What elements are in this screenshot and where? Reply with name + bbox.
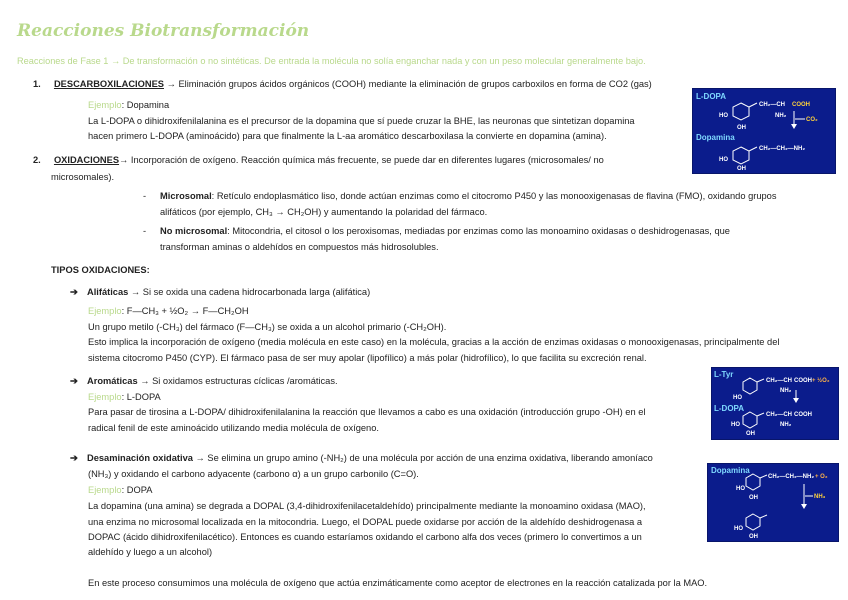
section-1-line-2: hacen primero L-DOPA (aminoácido) para que finalmente la L-aa aromático descarboxilasa la convierte en dopamina (amina). [88,131,607,141]
example-value: : DOPA [121,485,153,495]
figure-2-nh2-2: NH₂ [780,422,792,428]
figure-1-chain: CH₂—CH [759,102,785,108]
aromaticas-title: Aromáticas [86,376,138,386]
microsomal-line-1 [160,188,777,206]
section-2-text-2: microsomales). [51,172,115,182]
no-microsomal-line-2: transforman aminas o aldehídos en compuestos más hidrosolubles. [160,242,439,252]
figure-1-nh2: NH₂ [775,113,787,119]
figure-3-ho-2: HO [734,526,743,532]
desaminacion-text: → Se elimina un grupo amino (-NH₂) de una molécula por acción de una enzima oxidativa, liberando amoníaco [192,453,653,463]
example-label: Ejemplo [88,306,122,316]
no-microsomal-title: No microsomal [160,226,228,236]
figure-1-ho-2: HO [719,157,728,163]
figure-2-bottom-label: L-DOPA [714,404,745,413]
section-1-title: DESCARBOXILACIONES [53,79,164,89]
section-2-text: → Incorporación de oxígeno. Reacción química más frecuente, se puede dar en diferentes lugares (microsomales/ no [119,155,604,165]
microsomal-text: : Retículo endoplasmático liso, donde actúan enzimas como el citocromo P450 y las monooxigenasas de flavina (FMO), oxidando grupos [211,191,777,201]
section-1-line-1: La L-DOPA o dihidroxifenilalanina es el precursor de la dopamina que sí puede cruzar la BHE, las neuronas que sintetizan dopamina [88,116,635,126]
desaminacion-example [88,482,152,500]
figure-2-oh-2: OH [746,431,755,437]
figure-2-top-label: L-Tyr [714,370,734,379]
figure-1-chain-2: CH₂—CH₂—NH₂ [759,146,805,152]
figure-2-ho: HO [733,395,742,401]
aromaticas-heading-line [70,373,338,391]
alifaticas-example [88,303,249,321]
no-microsomal-bullet: - [143,226,147,236]
figure-1-oh: OH [737,125,746,131]
figure-1-cooh: COOH [792,102,810,108]
figure-3-oh: OH [749,495,758,501]
tyrosine-to-ldopa-figure [711,367,839,440]
section-1-text: → Eliminación grupos ácidos orgánicos (COOH) mediante la eliminación de grupos carboxilos en forma de CO2 (gas) [163,79,652,89]
ldopa-to-dopamine-figure [692,88,836,174]
desaminacion-line-1: La dopamina (una amina) se degrada a DOPAL (3,4-dihidroxifenilacetaldehído) principalmente mediante la monoamino oxidasa (MAO), [88,501,646,511]
aromaticas-line-2: radical fenil de este aminoácido utilizando media molécula de oxígeno. [88,423,379,433]
figure-3-ho: HO [736,486,745,492]
figure-1-oh-2: OH [737,166,746,172]
figure-2-ho-2: HO [731,422,740,428]
figure-2-o2: + ½O₂ [812,378,830,384]
section-1-heading-line [33,76,652,94]
figure-2-cooh: COOH [794,378,812,384]
example-label: Ejemplo [88,392,122,402]
figure-2-cooh-2: COOH [794,412,812,418]
desaminacion-line-2: una enzima no microsomal localizada en la mitocondria. Luego, el DOPAL puede oxidarse por acción de la aldehído deshidrogenasa a [88,517,643,527]
alifaticas-line-1: Un grupo metilo (-CH₃) del fármaco (F—CH₃) se oxida a un alcohol primario (-CH₂OH). [88,322,447,332]
arrow-icon: ➔ [70,287,78,297]
alifaticas-line-2: Esto implica la incorporación de oxígeno (media molécula en este caso) en la molécula, gracias a la acción de enzimas oxidasas o monooxigenasas, principalmente del [88,337,780,347]
example-value: : Dopamina [121,100,170,110]
figure-3-oh-2: OH [749,534,758,540]
no-microsomal-line-1 [160,223,730,241]
microsomal-line-2: alifáticos (por ejemplo, CH₃ → CH₂OH) y aumentando la polaridad del fármaco. [160,207,488,217]
arrow-icon: ➔ [70,453,78,463]
section-1-example [88,97,169,115]
arrow-icon: ➔ [70,376,78,386]
intro-text: Reacciones de Fase 1 → De transformación o no sintéticas. De entrada la molécula no solía enganchar nada y con un peso molecular generalmente bajo. [17,56,646,66]
aromaticas-line-1: Para pasar de tirosina a L-DOPA/ dihidroxifenilalanina la reacción que llevamos a cabo es una oxidación (introducción grupo -OH) en el [88,407,646,417]
figure-3-nh3: NH₃ [814,494,826,500]
figure-1-bottom-label: Dopamina [696,133,735,142]
dopamine-deamination-figure [707,463,839,542]
section-2-number: 2. [33,155,41,165]
alifaticas-heading-line [70,284,370,302]
example-value: : L-DOPA [121,392,161,402]
figure-1-top-label: L-DOPA [696,92,727,101]
figure-3-o2: + O₂ [815,474,828,480]
figure-3-top-label: Dopamina [711,466,750,475]
figure-1-ho: HO [719,113,728,119]
page-title: Reacciones Biotransformación [17,21,310,41]
desaminacion-heading-line [70,450,653,468]
aromaticas-text: → Si oxidamos estructuras cíclicas /aromáticas. [137,376,338,386]
desaminacion-line-3: DOPAC (ácido dihidroxifenilacético). Entonces es cuando estaríamos oxidando el carbono alfa dos veces (primero lo convertimos a un [88,532,642,542]
example-value: : F—CH₃ + ½O₂ → F—CH₂OH [121,306,249,316]
figure-2-nh2: NH₂ [780,388,792,394]
figure-1-co2: CO₂ [806,117,818,123]
desaminacion-title: Desaminación oxidativa [86,453,193,463]
alifaticas-title: Alifáticas [86,287,129,297]
alifaticas-line-3: sistema citocromo P450 (CYP). El fármaco pasa de ser muy apolar (lipofílico) a más polar (hidrofílico), lo que facilita su excreción renal. [88,353,647,363]
figure-3-chain: CH₂—CH₂—NH₂ [768,474,814,480]
desaminacion-text-2: (NH₃) y oxidando el carbono adyacente (carbono α) a un grupo carbonilo (C=O). [88,469,419,479]
desaminacion-line-4: aldehído y luego a un alcohol) [88,547,213,557]
microsomal-bullet: - [143,191,147,201]
section-2-heading-line [33,152,604,170]
alifaticas-text: → Si se oxida una cadena hidrocarbonada larga (alifática) [128,287,371,297]
figure-2-chain: CH₂—CH [766,378,792,384]
no-microsomal-text: : Mitocondria, el citosol o los peroxisomas, mediadas por enzimas como las monoamino oxidasas o deshidrogenasas, que [227,226,730,236]
desaminacion-final: En este proceso consumimos una molécula de oxígeno que actúa enzimáticamente como aceptor de electrones en la reacción catalizada por la MAO. [88,578,708,588]
tipos-heading: TIPOS OXIDACIONES: [51,265,150,275]
section-1-number: 1. [33,79,41,89]
example-label: Ejemplo [88,485,122,495]
example-label: Ejemplo [88,100,122,110]
section-2-title: OXIDACIONES [53,155,120,165]
figure-2-chain-2: CH₂—CH [766,412,792,418]
microsomal-title: Microsomal [160,191,212,201]
